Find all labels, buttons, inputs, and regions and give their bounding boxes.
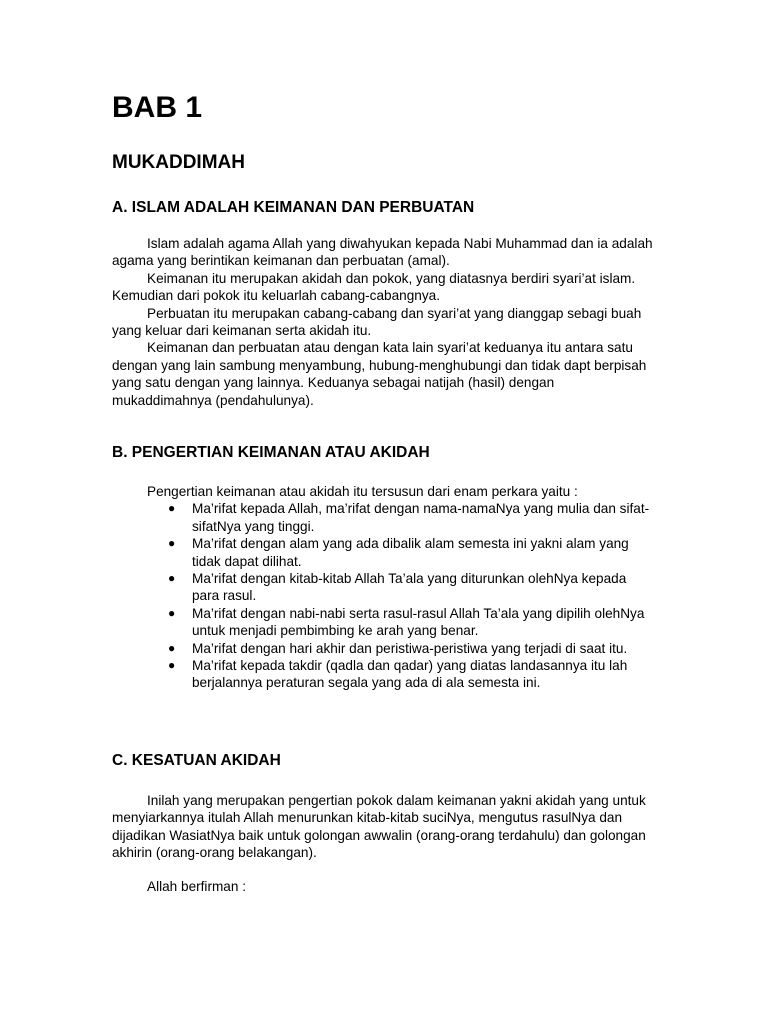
closing-line: Allah berfirman : [147,879,246,894]
list-item-text: Ma’rifat dengan hari akhir dan peristiwa-peristiwa yang terjadi di saat itu. [192,640,628,656]
bullet-icon: ● [168,658,176,673]
section-a-paragraph-2: Keimanan itu merupakan akidah dan pokok, yang diatasnya berdiri syari’at islam. Kemudian dari pokok itu keluarlah cabang-cabangnya. [112,270,636,304]
bullet-list [112,500,657,691]
bullet-icon: ● [168,640,176,655]
section-a-heading: A. ISLAM ADALAH KEIMANAN DAN PERBUATAN [112,199,475,216]
list-item-text: Ma’rifat dengan alam yang ada dibalik alam semesta ini yakni alam yang tidak dapat dilihat. [192,536,629,569]
section-c-heading: C. KESATUAN AKIDAH [112,752,281,769]
section-b-intro: Pengertian keimanan atau akidah itu tersusun dari enam perkara yaitu : [147,484,578,499]
bullet-icon: ● [168,536,176,551]
bullet-icon: ● [168,501,176,516]
list-item [168,500,657,535]
list-item-text: Ma’rifat dengan nabi-nabi serta rasul-rasul Allah Ta’ala yang dipilih olehNya untuk menjadi pembimbing ke arah yang benar. [192,605,645,639]
bullet-icon: ● [168,571,176,586]
section-a-paragraph-1: Islam adalah agama Allah yang diwahyukan kepada Nabi Muhammad dan ia adalah agama yang berintikan keimanan dan perbuatan (amal). [112,236,653,269]
closing-block [112,878,657,895]
list-item [168,535,657,570]
list-item-text: Ma’rifat dengan kitab-kitab Allah Ta’ala yang diturunkan olehNya kepada para rasul. [192,571,627,604]
list-item [168,570,657,605]
bullet-icon: ● [168,605,176,620]
list-item [168,657,657,692]
section-a-paragraph-3: Perbuatan itu merupakan cabang-cabang dan syari’at yang dianggap sebagi buah yang keluar dari keimanan serta akidah itu. [112,305,642,339]
list-item [168,640,657,657]
list-item [168,605,657,640]
list-item-text: Ma’rifat kepada Allah, ma’rifat dengan nama-namaNya yang mulia dan sifat-sifatNya yang tinggi. [192,501,650,534]
chapter-subtitle: MUKADDIMAH [112,152,245,173]
chapter-title: BAB 1 [112,91,203,124]
list-item-text: Ma’rifat kepada takdir (qadla dan qadar) yang diatas landasannya itu lah berjalannya peraturan segala yang ada di ala semesta ini. [192,658,628,691]
section-c-paragraph-1: Inilah yang merupakan pengertian pokok dalam keimanan yakni akidah yang untuk menyiarkannya itulah Allah menurunkan kitab-kitab suciNya, mengutus rasulNya dan dijadikan WasiatNya baik untuk golongan awwalin (orang-orang terdahulu) dan golongan akhirin (orang-orang belakangan). [112,793,646,861]
section-b-heading: B. PENGERTIAN KEIMANAN ATAU AKIDAH [112,444,430,461]
section-c-body [112,792,657,862]
section-a-paragraph-4: Keimanan dan perbuatan atau dengan kata lain syari’at keduanya itu antara satu dengan yang lain sambung menyambung, hubung-menghubungi dan tidak dapt berpisah yang satu dengan yang lainnya. Keduanya sebagai natijah (hasil) dengan mukaddimahnya (pendahulunya). [112,340,647,408]
section-a-body [112,235,657,409]
section-b-body [112,483,657,692]
